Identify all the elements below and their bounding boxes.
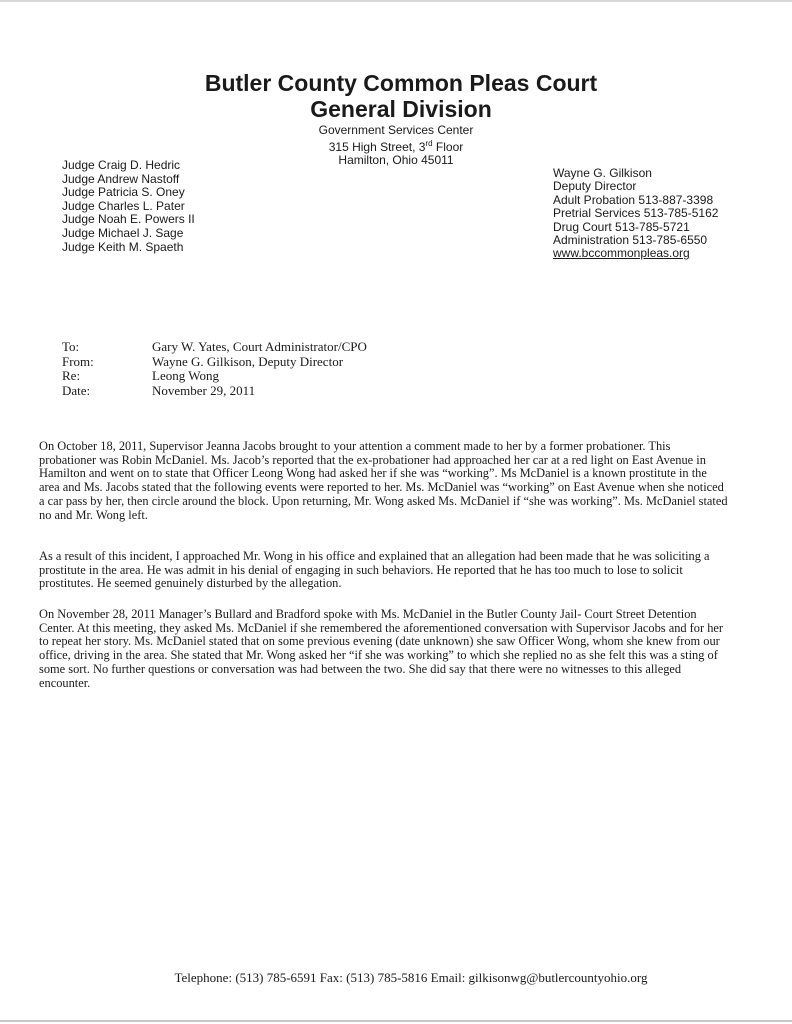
scan-edge-top	[0, 0, 792, 2]
judge-name: Judge Keith M. Spaeth	[62, 239, 184, 254]
judge-name: Judge Andrew Nastoff	[62, 171, 180, 186]
memo-to-value: Gary W. Yates, Court Administrator/CPO	[152, 339, 367, 354]
deputy-title: Deputy Director	[553, 179, 637, 194]
memo-date-row	[62, 384, 367, 399]
judge-name: Judge Charles L. Pater	[62, 198, 185, 213]
address-line-1: Government Services Center	[318, 123, 474, 137]
body-paragraph-1: On October 18, 2011, Supervisor Jeanna Jacobs brought to your attention a comment made to her by a former probationer. This probationer was Robin McDaniel. Ms. Jacob’s reported that the ex-probationer had approached her car at a red light on East Avenue in Hamilton and went on to state that Officer Leong Wong had asked her if she was “working”. Ms McDaniel is a known prostitute in the area and Ms. Jacobs stated that the following events were reported to her. Ms. McDaniel was “working” on East Avenue when she noticed a car pass by her, then circle around the block. Upon returning, Mr. Wong asked Ms. McDaniel if “she was working”. Ms. McDaniel stated no and Mr. Wong left.	[39, 439, 728, 522]
memo-from-row	[62, 355, 367, 370]
body-paragraph-2: As a result of this incident, I approached Mr. Wong in his office and explained that an allegation had been made that he was soliciting a prostitute in the area. He was admit in his denial of engaging in such behaviors. He reported that he has too much to lose to solicit prostitutes. He seemed genuinely disturbed by the allegation.	[39, 549, 710, 591]
contact-line: Drug Court 513-785-5721	[553, 219, 690, 234]
judge-name: Judge Patricia S. Oney	[62, 185, 185, 200]
website-link[interactable]: www.bccommonpleas.org	[553, 246, 690, 261]
deputy-name: Wayne G. Gilkison	[553, 166, 652, 180]
memo-from-value: Wayne G. Gilkison, Deputy Director	[152, 353, 344, 369]
memo-to-row	[62, 340, 367, 355]
memo-from-label: From:	[62, 353, 94, 369]
memo-header	[62, 340, 367, 398]
address-line-2: 315 High Street, 3rd Floor	[328, 139, 464, 154]
contact-line: Administration 513-785-6550	[553, 233, 708, 248]
division-title: General Division	[310, 96, 492, 122]
contact-line: Adult Probation 513-887-3398	[553, 192, 714, 207]
judge-name: Judge Michael J. Sage	[62, 225, 184, 240]
judges-list	[62, 159, 195, 254]
footer-contact: Telephone: (513) 785-6591 Fax: (513) 785-5816 Email: gilkisonwg@butlercountyohio.org	[174, 970, 648, 985]
contact-line: Pretrial Services 513-785-5162	[553, 206, 719, 221]
memo-re-label: Re:	[62, 368, 81, 383]
memo-re-row	[62, 369, 367, 384]
memo-date-value: November 29, 2011	[152, 382, 256, 398]
memo-re-value: Leong Wong	[152, 368, 219, 383]
body-paragraph-3: On November 28, 2011 Manager’s Bullard and Bradford spoke with Ms. McDaniel in the Butler County Jail- Court Street Detention Center. At this meeting, they asked Ms. McDaniel if she remembered the aforementioned conversation with Supervisor Jacobs and for her to repeat her story. Ms. McDaniel stated that on some previous evening (date unknown) she saw Officer Wong, whom she knew from our office, driving in the area. She stated that Mr. Wong asked her “if she was working” to which she replied no as she felt this was a sting of some sort. No further questions or conversation was had between the two. She did say that there were no witnesses to this alleged encounter.	[39, 607, 724, 690]
scan-edge-bottom	[0, 1020, 792, 1022]
judge-name: Judge Noah E. Powers II	[62, 212, 195, 227]
judge-name: Judge Craig D. Hedric	[62, 158, 181, 172]
court-title: Butler County Common Pleas Court	[204, 70, 598, 96]
address-line-3: Hamilton, Ohio 45011	[338, 153, 454, 167]
deputy-contact-block	[553, 167, 718, 261]
memo-date-label: Date:	[62, 382, 91, 398]
memo-to-label: To:	[62, 339, 80, 354]
